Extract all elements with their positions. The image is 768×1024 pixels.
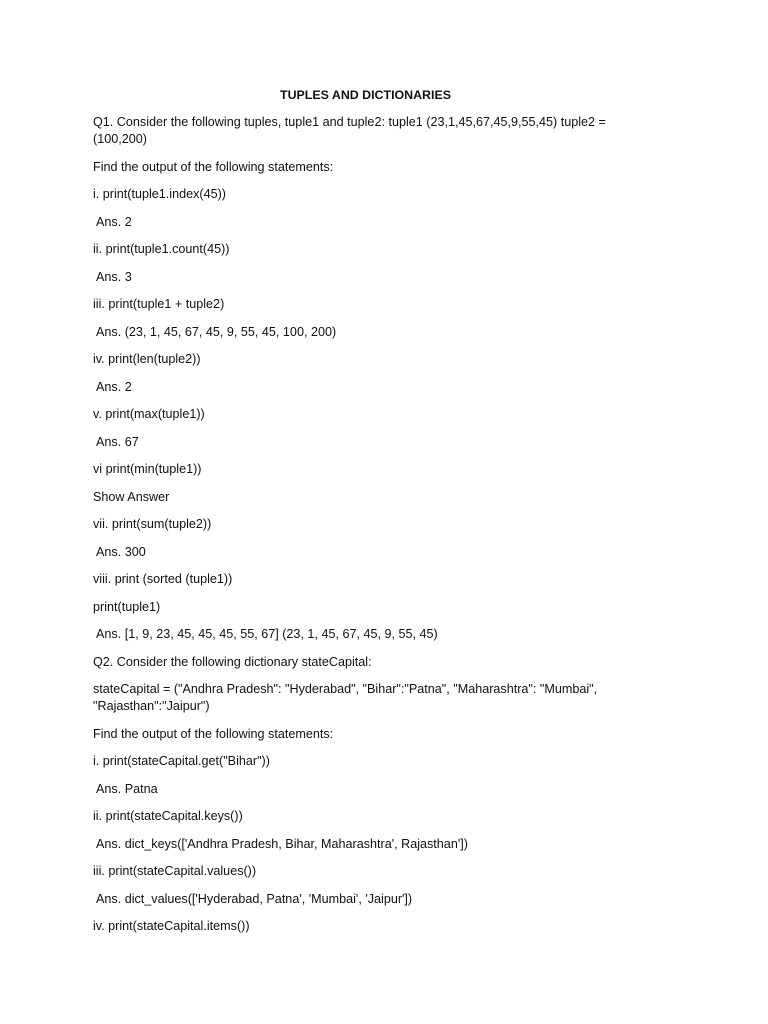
- statement-line: iii. print(stateCapital.values()): [93, 864, 257, 878]
- statement-line: ii. print(stateCapital.keys()): [93, 809, 243, 823]
- statement-line: vi print(min(tuple1)): [93, 462, 202, 476]
- answer-line: Ans. 2: [96, 214, 132, 229]
- question-1-text: Q1. Consider the following tuples, tuple1 and tuple2: tuple1 (23,1,45,67,45,9,55,45) tuple2 = (100,200): [93, 115, 606, 146]
- answer-line: Ans. dict_keys(['Andhra Pradesh, Bihar, Maharashtra', Rajasthan']): [96, 836, 468, 851]
- instruction-text: Find the output of the following statements:: [93, 726, 334, 741]
- instruction-text: Find the output of the following statements:: [93, 159, 334, 174]
- answer-line: Ans. dict_values(['Hyderabad, Patna', 'Mumbai', 'Jaipur']): [96, 891, 413, 906]
- answer-line: Ans. (23, 1, 45, 67, 45, 9, 55, 45, 100, 200): [96, 324, 337, 339]
- dictionary-definition: stateCapital = ("Andhra Pradesh": "Hyderabad", "Bihar":"Patna", "Maharashtra": "Mumbai", "Rajasthan":"Jaipur"): [93, 682, 598, 713]
- statement-line: print(tuple1): [93, 599, 161, 614]
- document-body: [93, 87, 638, 946]
- document-title: TUPLES AND DICTIONARIES: [280, 88, 451, 102]
- answer-line: Ans. 300: [96, 544, 146, 559]
- statement-line: iii. print(tuple1 + tuple2): [93, 297, 225, 311]
- answer-line: Ans. 3: [96, 269, 132, 284]
- statement-line: vii. print(sum(tuple2)): [93, 517, 212, 531]
- answer-line: Ans. 67: [96, 434, 139, 449]
- show-answer-text: Show Answer: [93, 489, 170, 504]
- statement-line: ii. print(tuple1.count(45)): [93, 242, 230, 256]
- statement-line: i. print(stateCapital.get("Bihar")): [93, 754, 270, 768]
- statement-line: i. print(tuple1.index(45)): [93, 187, 226, 201]
- statement-line: iv. print(stateCapital.items()): [93, 919, 250, 933]
- statement-line: v. print(max(tuple1)): [93, 407, 205, 421]
- statement-line: viii. print (sorted (tuple1)): [93, 572, 233, 586]
- answer-line: Ans. [1, 9, 23, 45, 45, 45, 55, 67] (23, 1, 45, 67, 45, 9, 55, 45): [96, 627, 438, 641]
- answer-line: Ans. Patna: [96, 781, 158, 796]
- statement-line: iv. print(len(tuple2)): [93, 352, 201, 366]
- answer-line: Ans. 2: [96, 379, 132, 394]
- question-2-text: Q2. Consider the following dictionary stateCapital:: [93, 654, 372, 669]
